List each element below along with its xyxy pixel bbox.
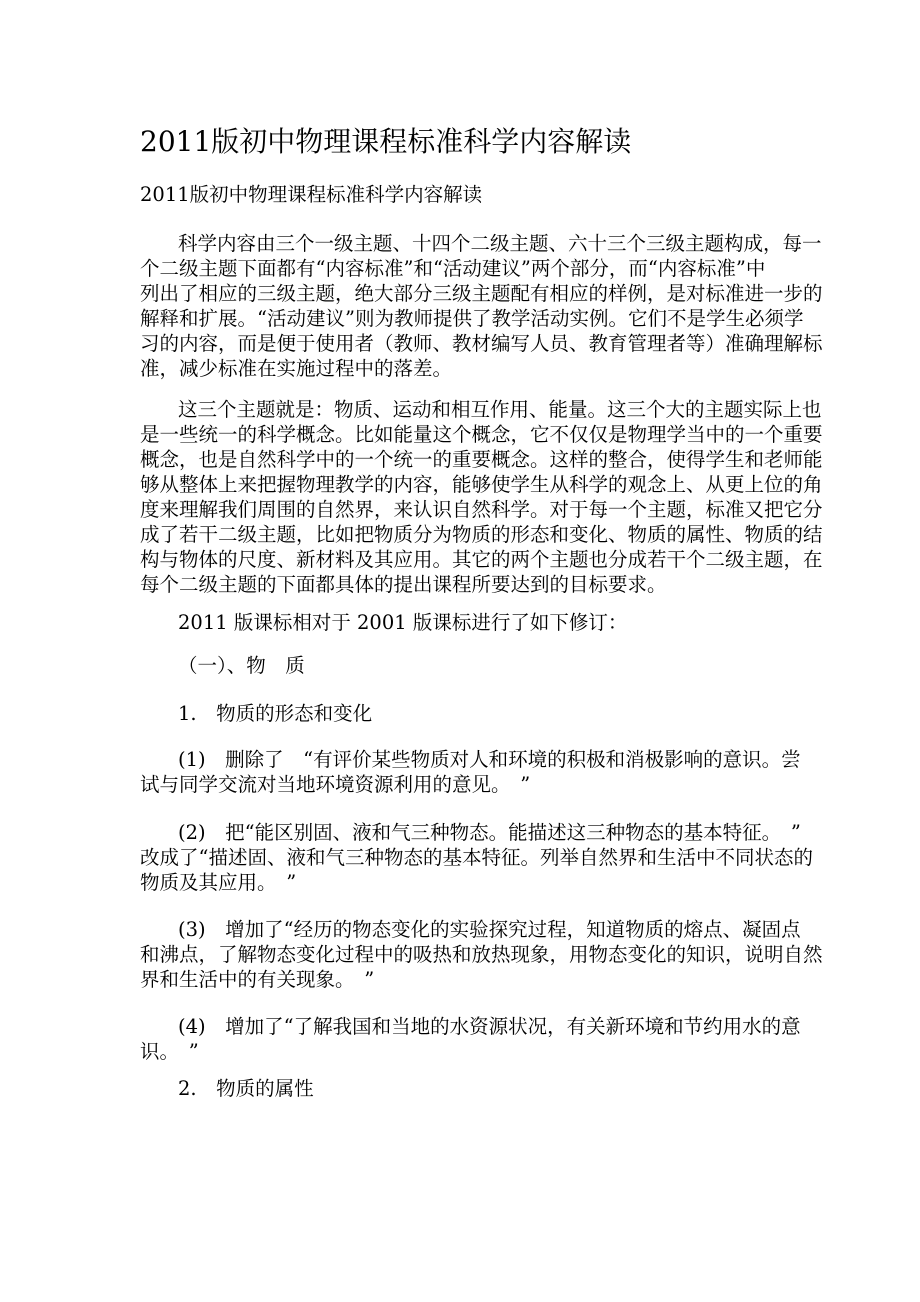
text-line: 试与同学交流对当地环境资源利用的意见。 ”: [140, 773, 531, 796]
text-line: 改成了“描述固、液和气三种物态的基本特征。列举自然界和生活中不同状态的: [140, 846, 813, 869]
document-title: 2011版初中物理课程标准科学内容解读: [140, 125, 632, 158]
text-line: 成了若干二级主题，比如把物质分为物质的形态和变化、物质的属性、物质的结: [140, 523, 823, 546]
text-line: 个二级主题下面都有“内容标准”和“活动建议”两个部分，而“内容标准”中: [140, 257, 766, 280]
text-line: 概念，也是自然科学中的一个统一的重要概念。这样的整合，使得学生和老师能: [140, 448, 823, 471]
text-line: 度来理解我们周围的自然界，来认识自然科学。对于每一个主题，标准又把它分: [140, 498, 823, 521]
text-line: 物质及其应用。 ”: [140, 871, 297, 894]
section-heading: （一）、物 质: [178, 654, 305, 677]
text-line: (4) 增加了“了解我国和当地的水资源状况，有关新环境和节约用水的意: [178, 1015, 801, 1038]
text-line: 准，减少标准在实施过程中的落差。: [140, 357, 453, 380]
text-line: 这三个主题就是：物质、运动和相互作用、能量。这三个大的主题实际上也: [178, 398, 822, 421]
text-line: 习的内容，而是便于使用者（教师、教材编写人员、教育管理者等）准确理解标: [140, 332, 823, 355]
text-line: 够从整体上来把握物理教学的内容，能够使学生从科学的观念上、从更上位的角: [140, 473, 823, 496]
text-line: 列出了相应的三级主题，绝大部分三级主题配有相应的样例，是对标准进一步的: [140, 282, 823, 305]
text-line: 每个二级主题的下面都具体的提出课程所要达到的目标要求。: [140, 573, 667, 596]
subsection-heading: 1. 物质的形态和变化: [178, 702, 373, 725]
subsection-heading: 2. 物质的属性: [178, 1077, 314, 1100]
text-line: 是一些统一的科学概念。比如能量这个概念，它不仅仅是物理学当中的一个重要: [140, 423, 823, 446]
text-line: 科学内容由三个一级主题、十四个二级主题、六十三个三级主题构成，每一: [178, 232, 822, 255]
subtitle: 2011版初中物理课程标准科学内容解读: [140, 183, 483, 206]
text-line: (2) 把“能区别固、液和气三种物态。能描述这三种物态的基本特征。 ”: [178, 821, 801, 844]
text-line: 界和生活中的有关现象。 ”: [140, 968, 375, 991]
text-line: 和沸点，了解物态变化过程中的吸热和放热现象，用物态变化的知识，说明自然: [140, 943, 823, 966]
paragraph-3: 2011 版课标相对于 2001 版课标进行了如下修订：: [178, 611, 628, 634]
text-line: (3) 增加了“经历的物态变化的实验探究过程，知道物质的熔点、凝固点: [178, 918, 801, 941]
text-line: 解释和扩展。“活动建议”则为教师提供了教学活动实例。它们不是学生必须学: [140, 307, 804, 330]
text-line: (1) 删除了 “有评价某些物质对人和环境的积极和消极影响的意识。尝: [178, 748, 801, 771]
text-line: 识。 ”: [140, 1040, 199, 1063]
text-line: 构与物体的尺度、新材料及其应用。其它的两个主题也分成若干个二级主题，在: [140, 548, 823, 571]
